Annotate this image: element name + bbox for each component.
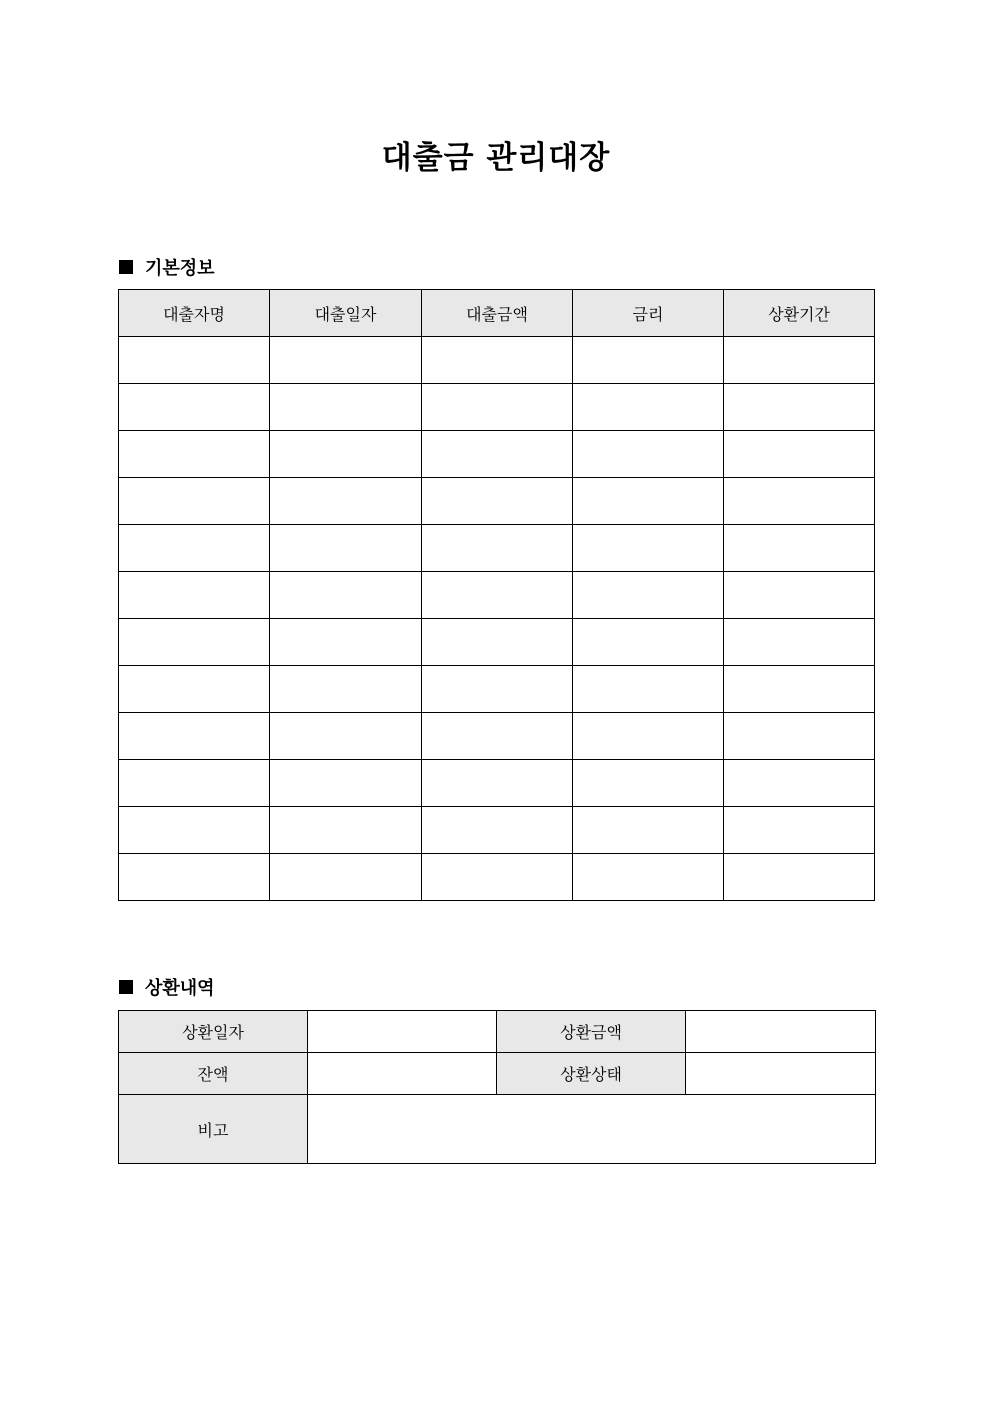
- table-cell[interactable]: [270, 525, 422, 572]
- table-cell[interactable]: [573, 525, 724, 572]
- table-row: [119, 1095, 876, 1164]
- table-row: [119, 1053, 876, 1095]
- table-cell[interactable]: [270, 478, 422, 525]
- table-cell[interactable]: [573, 854, 724, 901]
- table-cell[interactable]: [119, 478, 270, 525]
- table-row: [119, 854, 875, 901]
- table-cell[interactable]: [119, 525, 270, 572]
- table-cell[interactable]: [119, 337, 270, 384]
- table-cell[interactable]: [270, 337, 422, 384]
- column-header-borrower-name: 대출자명: [119, 290, 270, 337]
- column-header-interest-rate: 금리: [573, 290, 724, 337]
- table-row: [119, 807, 875, 854]
- table-cell[interactable]: [573, 760, 724, 807]
- table-cell[interactable]: [422, 854, 573, 901]
- table-cell[interactable]: [270, 760, 422, 807]
- table-cell[interactable]: [422, 525, 573, 572]
- table-cell[interactable]: [270, 572, 422, 619]
- table-row: [119, 572, 875, 619]
- table-cell[interactable]: [422, 337, 573, 384]
- table-cell[interactable]: [422, 666, 573, 713]
- table-cell[interactable]: [119, 854, 270, 901]
- table-cell[interactable]: [119, 619, 270, 666]
- table-cell[interactable]: [573, 431, 724, 478]
- table-cell[interactable]: [422, 619, 573, 666]
- table-cell[interactable]: [422, 807, 573, 854]
- column-header-loan-date: 대출일자: [270, 290, 422, 337]
- table-cell[interactable]: [270, 666, 422, 713]
- table-cell[interactable]: [119, 572, 270, 619]
- table-cell[interactable]: [422, 713, 573, 760]
- table-cell[interactable]: [422, 431, 573, 478]
- table-cell[interactable]: [724, 431, 875, 478]
- table-header-row: [119, 290, 875, 337]
- table-cell[interactable]: [422, 478, 573, 525]
- table-cell[interactable]: [573, 666, 724, 713]
- table-cell[interactable]: [270, 431, 422, 478]
- basic-info-heading: [119, 254, 215, 280]
- table-row: [119, 1011, 876, 1053]
- balance-label: 잔액: [119, 1053, 308, 1095]
- table-cell[interactable]: [119, 384, 270, 431]
- table-cell[interactable]: [270, 384, 422, 431]
- repay-amount-label: 상환금액: [497, 1011, 686, 1053]
- square-bullet-icon: [119, 980, 133, 994]
- table-cell[interactable]: [422, 384, 573, 431]
- table-cell[interactable]: [119, 807, 270, 854]
- repay-date-cell[interactable]: [308, 1011, 497, 1053]
- repayment-heading-label: 상환내역: [145, 978, 215, 999]
- table-cell[interactable]: [724, 525, 875, 572]
- table-cell[interactable]: [422, 760, 573, 807]
- table-cell[interactable]: [724, 619, 875, 666]
- table-cell[interactable]: [724, 760, 875, 807]
- square-bullet-icon: [119, 260, 133, 274]
- table-cell[interactable]: [573, 337, 724, 384]
- table-row: [119, 478, 875, 525]
- table-cell[interactable]: [422, 572, 573, 619]
- table-cell[interactable]: [270, 807, 422, 854]
- table-cell[interactable]: [270, 713, 422, 760]
- table-cell[interactable]: [724, 478, 875, 525]
- table-row: [119, 666, 875, 713]
- table-cell[interactable]: [573, 619, 724, 666]
- table-cell[interactable]: [724, 666, 875, 713]
- repayment-table: [118, 1010, 876, 1164]
- table-row: [119, 760, 875, 807]
- basic-info-heading-label: 기본정보: [145, 258, 215, 279]
- repay-status-cell[interactable]: [686, 1053, 876, 1095]
- table-cell[interactable]: [573, 478, 724, 525]
- table-cell[interactable]: [270, 619, 422, 666]
- table-cell[interactable]: [119, 431, 270, 478]
- column-header-repayment-period: 상환기간: [724, 290, 875, 337]
- table-cell[interactable]: [270, 854, 422, 901]
- repayment-heading: [119, 974, 215, 1000]
- note-label: 비고: [119, 1095, 308, 1164]
- table-row: [119, 619, 875, 666]
- table-cell[interactable]: [573, 384, 724, 431]
- table-cell[interactable]: [724, 384, 875, 431]
- table-cell[interactable]: [573, 572, 724, 619]
- repay-date-label: 상환일자: [119, 1011, 308, 1053]
- basic-info-table-body: [119, 337, 875, 901]
- table-row: [119, 384, 875, 431]
- repay-status-label: 상환상태: [497, 1053, 686, 1095]
- table-cell[interactable]: [573, 713, 724, 760]
- table-row: [119, 337, 875, 384]
- table-cell[interactable]: [119, 760, 270, 807]
- table-cell[interactable]: [573, 807, 724, 854]
- balance-cell[interactable]: [308, 1053, 497, 1095]
- table-cell[interactable]: [119, 713, 270, 760]
- column-header-loan-amount: 대출금액: [422, 290, 573, 337]
- table-row: [119, 713, 875, 760]
- table-cell[interactable]: [724, 572, 875, 619]
- note-cell[interactable]: [308, 1095, 876, 1164]
- table-row: [119, 431, 875, 478]
- document-title: 대출금 관리대장: [381, 140, 611, 176]
- repay-amount-cell[interactable]: [686, 1011, 876, 1053]
- table-cell[interactable]: [724, 713, 875, 760]
- table-cell[interactable]: [119, 666, 270, 713]
- table-row: [119, 525, 875, 572]
- table-cell[interactable]: [724, 854, 875, 901]
- table-cell[interactable]: [724, 337, 875, 384]
- table-cell[interactable]: [724, 807, 875, 854]
- basic-info-table: [118, 289, 875, 901]
